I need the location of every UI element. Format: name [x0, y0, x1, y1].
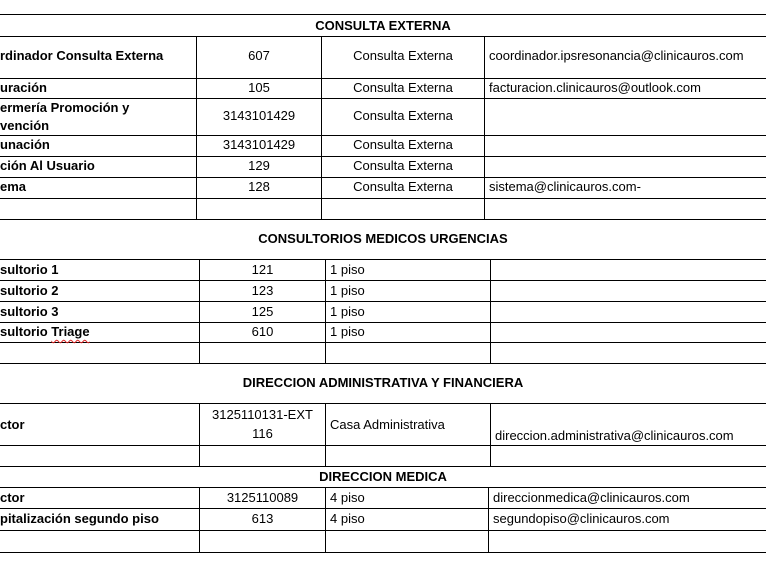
row-email: direccionmedica@clinicauros.com	[493, 490, 690, 505]
section-title-direccion-admin: DIRECCION ADMINISTRATIVA Y FINANCIERA	[242, 375, 524, 390]
row-name: unación	[0, 137, 50, 152]
row-ext: 123	[251, 283, 274, 298]
row-name-part: sultorio	[0, 324, 52, 339]
row-area: Consulta Externa	[353, 179, 453, 194]
row-ext: 105	[248, 80, 270, 95]
row-name-triage: Triage	[51, 324, 90, 339]
row-ext: 3125110089	[226, 490, 299, 505]
section-title-consultorios: CONSULTORIOS MEDICOS URGENCIAS	[258, 231, 508, 246]
row-floor: 4 piso	[330, 511, 365, 526]
row-area: Consulta Externa	[353, 108, 453, 123]
row-ext: 3143101429	[222, 108, 296, 123]
row-name: sultorio 3	[0, 304, 59, 319]
row-floor: 4 piso	[330, 490, 365, 505]
row-ext: 125	[251, 304, 274, 319]
row-ext: 3143101429	[222, 137, 296, 152]
row-floor: 1 piso	[330, 262, 365, 277]
row-email: coordinador.ipsresonancia@clinicauros.com	[489, 48, 744, 63]
row-name: uración	[0, 80, 47, 95]
row-name: ema	[0, 179, 27, 194]
row-name: pitalización segundo piso	[0, 511, 159, 526]
row-area: Consulta Externa	[353, 158, 453, 173]
row-ext: 121	[251, 262, 274, 277]
row-email: sistema@clinicauros.com-	[489, 179, 641, 194]
row-name-line2: vención	[0, 118, 50, 133]
row-email: direccion.administrativa@clinicauros.com	[495, 428, 734, 443]
row-email: segundopiso@clinicauros.com	[493, 511, 670, 526]
row-ext: 607	[248, 48, 270, 63]
row-email: facturacion.clinicauros@outlook.com	[489, 80, 701, 95]
row-ext: 128	[248, 179, 270, 194]
row-name: ctor	[0, 490, 25, 505]
row-area: Consulta Externa	[353, 137, 453, 152]
row-name: sultorio 1	[0, 262, 59, 277]
row-ext-line2: 116	[252, 426, 273, 441]
row-name: ctor	[0, 417, 25, 432]
row-ext-line1: 3125110131-EXT	[212, 407, 313, 422]
row-area: Consulta Externa	[353, 48, 453, 63]
row-name: ción Al Usuario	[0, 158, 95, 173]
row-area: Consulta Externa	[353, 80, 453, 95]
section-title-consulta-externa: CONSULTA EXTERNA	[315, 18, 451, 33]
row-name: rdinador Consulta Externa	[0, 48, 164, 63]
row-floor: 1 piso	[330, 283, 365, 298]
row-floor: 1 piso	[330, 324, 365, 339]
row-name: sultorio 2	[0, 283, 59, 298]
section-title-direccion-medica: DIRECCION MEDICA	[319, 469, 447, 484]
row-area: Casa Administrativa	[330, 417, 445, 432]
row-ext: 613	[251, 511, 274, 526]
row-ext: 129	[248, 158, 270, 173]
row-floor: 1 piso	[330, 304, 365, 319]
row-name	[0, 324, 90, 340]
row-name-line1: ermería Promoción y	[0, 100, 130, 115]
row-ext: 610	[251, 324, 274, 339]
